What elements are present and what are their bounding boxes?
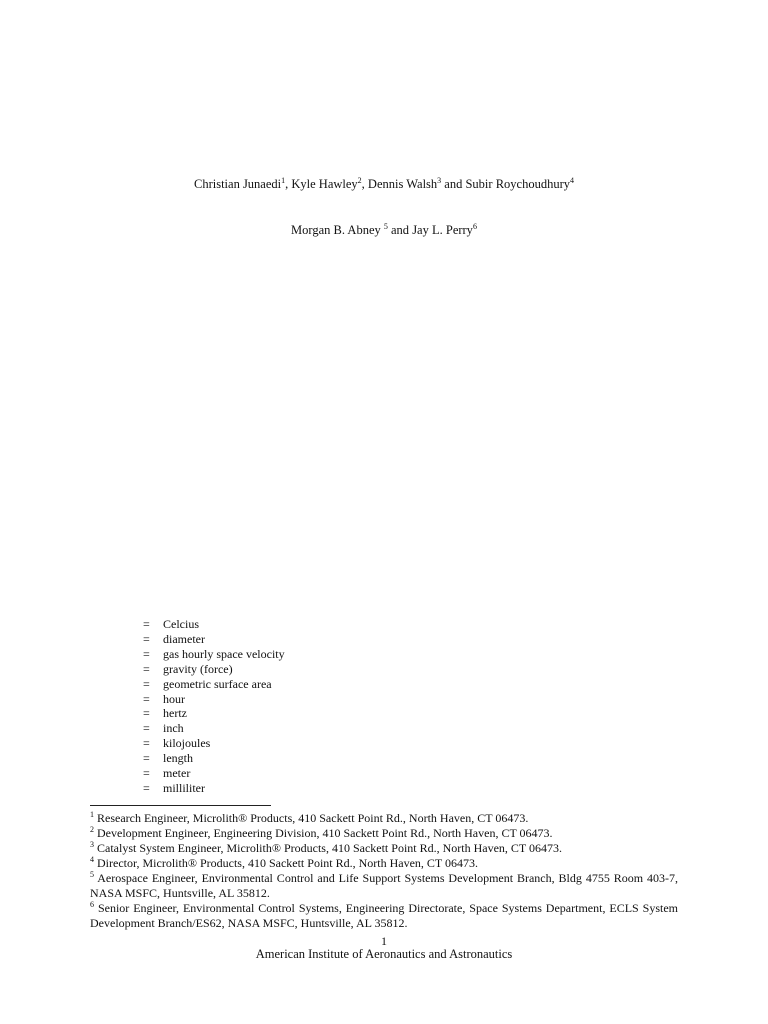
equals-sign: = xyxy=(143,736,150,751)
nomenclature-item xyxy=(143,662,285,677)
author-affiliation-mark: 5 xyxy=(383,221,388,231)
nomenclature-definition: length xyxy=(163,751,193,766)
footnote-number: 4 xyxy=(90,855,94,864)
nomenclature-item xyxy=(143,617,285,632)
page-number: 1 xyxy=(381,934,387,948)
nomenclature-definition: Celcius xyxy=(163,617,199,631)
author-separator: and xyxy=(387,223,413,237)
nomenclature-item xyxy=(143,736,285,751)
nomenclature-item xyxy=(143,751,285,766)
author-affiliation-mark: 1 xyxy=(281,175,286,185)
footnote-text: Research Engineer, Microlith® Products, 410 Sackett Point Rd., North Haven, CT 06473. xyxy=(94,811,529,825)
nomenclature-item xyxy=(143,706,285,721)
nomenclature-definition: gravity (force) xyxy=(163,661,233,676)
footnote-text: Aerospace Engineer, Environmental Control and Life Support Systems Development Branch, Bldg 4755 Room 403-7, NASA MSFC, Huntsville, AL 35812. xyxy=(90,871,678,900)
nomenclature-item xyxy=(143,781,285,796)
author-affiliation-mark: 3 xyxy=(437,175,442,185)
nomenclature-definition: milliliter xyxy=(163,780,205,795)
author-affiliation-mark: 6 xyxy=(472,221,477,231)
nomenclature-list xyxy=(143,617,285,796)
nomenclature-item xyxy=(143,692,285,707)
nomenclature-item xyxy=(143,632,285,647)
equals-sign: = xyxy=(143,676,150,691)
nomenclature-definition: inch xyxy=(163,721,184,736)
equals-sign: = xyxy=(143,766,150,781)
author-name: Jay L. Perry xyxy=(412,223,473,237)
author-affiliation-mark: 2 xyxy=(357,175,362,185)
author-name: Subir Roychoudhury xyxy=(465,177,570,191)
footnote xyxy=(90,811,678,826)
nomenclature-item xyxy=(143,766,285,781)
author-affiliation-mark: 4 xyxy=(570,175,574,185)
author-separator: , xyxy=(361,177,368,191)
footnote xyxy=(90,856,678,871)
author-line-2 xyxy=(0,222,768,238)
footnote-number: 6 xyxy=(90,900,94,909)
author-name: Dennis Walsh xyxy=(367,177,438,191)
author-name: Kyle Hawley xyxy=(291,177,358,191)
nomenclature-definition: gas hourly space velocity xyxy=(163,646,285,661)
footnote-number: 1 xyxy=(90,810,94,819)
nomenclature-definition: hour xyxy=(163,691,185,706)
nomenclature-definition: geometric surface area xyxy=(163,676,272,691)
equals-sign: = xyxy=(143,661,150,676)
equals-sign: = xyxy=(143,691,150,706)
equals-sign: = xyxy=(143,721,150,736)
nomenclature-item xyxy=(143,647,285,662)
footnote-text: Development Engineer, Engineering Division, 410 Sackett Point Rd., North Haven, CT 06473. xyxy=(94,826,553,840)
footnote-number: 3 xyxy=(90,840,94,849)
page-footer: American Institute of Aeronautics and Astronautics xyxy=(255,947,513,961)
footnote xyxy=(90,841,678,856)
nomenclature-definition: meter xyxy=(163,766,191,781)
equals-sign: = xyxy=(143,751,150,766)
equals-sign: = xyxy=(143,706,150,721)
footnote xyxy=(90,901,678,931)
nomenclature-definition: kilojoules xyxy=(163,736,211,751)
nomenclature-item xyxy=(143,677,285,692)
equals-sign: = xyxy=(143,646,150,661)
footnote-number: 5 xyxy=(90,870,94,879)
author-line-1 xyxy=(0,176,768,192)
author-separator: , xyxy=(285,177,292,191)
nomenclature-definition: hertz xyxy=(163,706,187,721)
footnote xyxy=(90,871,678,901)
footnote-text: Catalyst System Engineer, Microlith® Products, 410 Sackett Point Rd., North Haven, CT 06473. xyxy=(94,841,563,855)
footnote xyxy=(90,826,678,841)
footnote-divider xyxy=(90,805,271,806)
author-name: Morgan B. Abney xyxy=(291,223,384,237)
nomenclature-definition: diameter xyxy=(163,631,205,646)
footnote-text: Senior Engineer, Environmental Control Systems, Engineering Directorate, Space Systems Department, ECLS System Development Branch/ES62, NASA MSFC, Huntsville, AL 35812. xyxy=(90,901,678,930)
equals-sign: = xyxy=(143,617,150,631)
equals-sign: = xyxy=(143,631,150,646)
footnotes xyxy=(90,811,678,931)
footnote-text: Director, Microlith® Products, 410 Sackett Point Rd., North Haven, CT 06473. xyxy=(94,856,479,870)
author-separator: and xyxy=(441,177,466,191)
nomenclature-item xyxy=(143,721,285,736)
author-name: Christian Junaedi xyxy=(193,177,282,191)
equals-sign: = xyxy=(143,780,150,795)
footnote-number: 2 xyxy=(90,825,94,834)
